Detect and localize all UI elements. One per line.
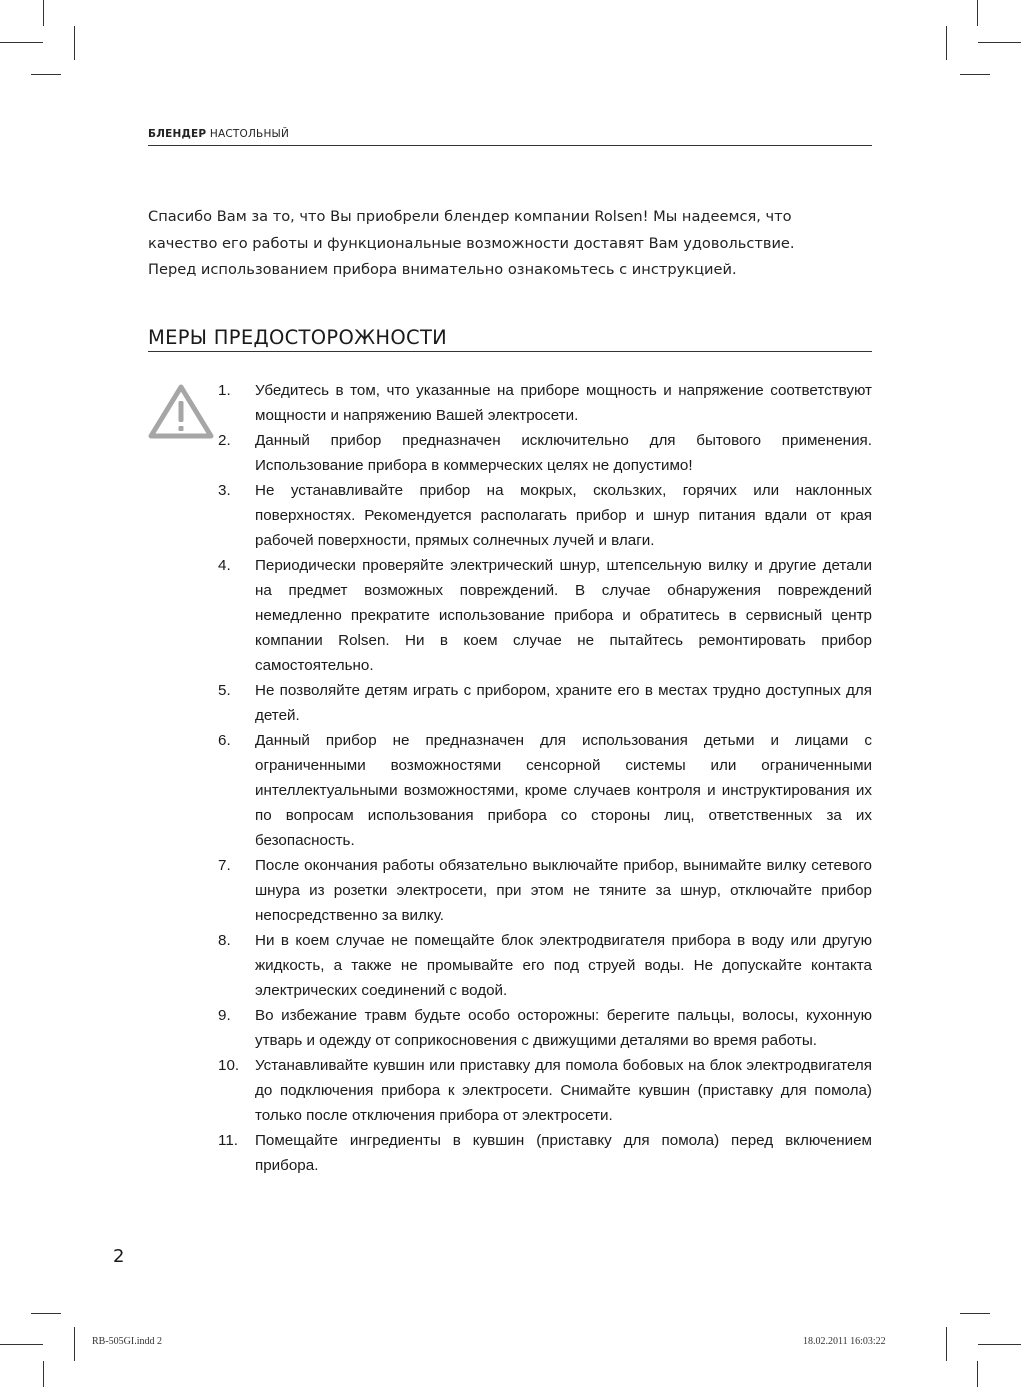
running-header bbox=[148, 128, 872, 146]
intro-line: Спасибо Вам за то, что Вы приобрели блендер компании Rolsen! Мы надеемся, что bbox=[148, 208, 792, 225]
item-number: 6. bbox=[218, 732, 231, 749]
list-item bbox=[218, 378, 872, 428]
list-item bbox=[218, 478, 872, 553]
crop-mark bbox=[946, 26, 947, 60]
item-number: 4. bbox=[218, 557, 231, 574]
list-item bbox=[218, 678, 872, 728]
item-number: 5. bbox=[218, 682, 231, 699]
item-text: После окончания работы обязательно выключайте прибор, вынимайте вилку сетевого шнура из розетки электросети, при этом не тяните за шнур, отключайте прибор непосредственно за вилку. bbox=[255, 857, 872, 924]
list-item bbox=[218, 853, 872, 928]
list-item bbox=[218, 1003, 872, 1053]
list-item bbox=[218, 728, 872, 853]
list-item bbox=[218, 428, 872, 478]
intro-paragraph bbox=[148, 204, 872, 284]
crop-mark bbox=[0, 1344, 43, 1345]
item-number: 11. bbox=[218, 1132, 238, 1149]
item-text: Во избежание травм будьте особо осторожны: берегите пальцы, волосы, кухонную утварь и одежду от соприкосновения с движущими деталями во время работы. bbox=[255, 1007, 872, 1049]
page-number: 2 bbox=[113, 1246, 125, 1267]
item-number: 3. bbox=[218, 482, 231, 499]
crop-mark bbox=[43, 1361, 44, 1387]
item-number: 7. bbox=[218, 857, 231, 874]
list-item bbox=[218, 1053, 872, 1128]
item-text: Периодически проверяйте электрический шнур, штепсельную вилку и другие детали на предмет возможных повреждений. В случае обнаружения повреждений немедленно прекратите использование прибора и обратитесь в сервисный центр компании Rolsen. Ни в коем случае не пытайтесь ремонтировать прибор самостоятельно. bbox=[255, 557, 872, 674]
warning-triangle-icon bbox=[146, 381, 216, 441]
crop-mark bbox=[31, 1313, 61, 1314]
crop-mark bbox=[74, 26, 75, 60]
crop-mark bbox=[960, 74, 990, 75]
precautions-list bbox=[218, 378, 872, 1178]
header-product: БЛЕНДЕР bbox=[148, 128, 207, 140]
slug-timestamp: 18.02.2011 16:03:22 bbox=[803, 1336, 886, 1347]
crop-mark bbox=[74, 1327, 75, 1361]
header-type: НАСТОЛЬНЫЙ bbox=[209, 128, 290, 140]
item-text: Данный прибор не предназначен для использования детьми и лицами с ограниченными возможностями сенсорной системы или ограниченными интеллектуальными возможностями, кроме случаев контроля и инструктирования их по вопросам использования прибора со стороны лиц, ответственных за их безопасность. bbox=[255, 732, 872, 849]
crop-mark bbox=[946, 1327, 947, 1361]
item-text: Не устанавливайте прибор на мокрых, скользких, горячих или наклонных поверхностях. Рекомендуется располагать прибор и шнур питания вдали от края рабочей поверхности, прямых солнечных лучей и влаги. bbox=[255, 482, 872, 549]
section-title: МЕРЫ ПРЕДОСТОРОЖНОСТИ bbox=[148, 326, 872, 352]
intro-line: качество его работы и функциональные возможности доставят Вам удовольствие. bbox=[148, 234, 795, 252]
intro-line: Перед использованием прибора внимательно ознакомьтесь с инструкцией. bbox=[148, 261, 737, 278]
crop-mark bbox=[43, 0, 44, 26]
crop-mark bbox=[978, 1344, 1021, 1345]
slug-file: RB-505GI.indd 2 bbox=[92, 1336, 162, 1347]
item-number: 9. bbox=[218, 1007, 231, 1024]
crop-mark bbox=[0, 42, 43, 43]
crop-mark bbox=[977, 1361, 978, 1387]
list-item bbox=[218, 928, 872, 1003]
item-text: Ни в коем случае не помещайте блок электродвигателя прибора в воду или другую жидкость, а также не промывайте его под струей воды. Не допускайте контакта электрических соединений с водой. bbox=[255, 932, 872, 999]
item-text: Убедитесь в том, что указанные на приборе мощность и напряжение соответствуют мощности и напряжению Вашей электросети. bbox=[255, 382, 872, 424]
item-number: 10. bbox=[218, 1057, 240, 1074]
item-number: 8. bbox=[218, 932, 231, 949]
item-text: Устанавливайте кувшин или приставку для помола бобовых на блок электродвигателя до подключения прибора к электросети. Снимайте кувшин (приставку для помола) только после отключения прибора от электросети. bbox=[255, 1057, 872, 1124]
list-item bbox=[218, 553, 872, 678]
crop-mark bbox=[977, 0, 978, 26]
item-number: 1. bbox=[218, 382, 231, 399]
item-text: Не позволяйте детям играть с прибором, храните его в местах трудно доступных для детей. bbox=[255, 682, 872, 724]
crop-mark bbox=[960, 1313, 990, 1314]
item-number: 2. bbox=[218, 432, 231, 449]
crop-mark bbox=[31, 74, 61, 75]
item-text: Помещайте ингредиенты в кувшин (приставку для помола) перед включением прибора. bbox=[255, 1132, 872, 1174]
item-text: Данный прибор предназначен исключительно для бытового применения. Использование прибора в коммерческих целях не допустимо! bbox=[255, 432, 872, 474]
list-item bbox=[218, 1128, 872, 1178]
crop-mark bbox=[978, 42, 1021, 43]
